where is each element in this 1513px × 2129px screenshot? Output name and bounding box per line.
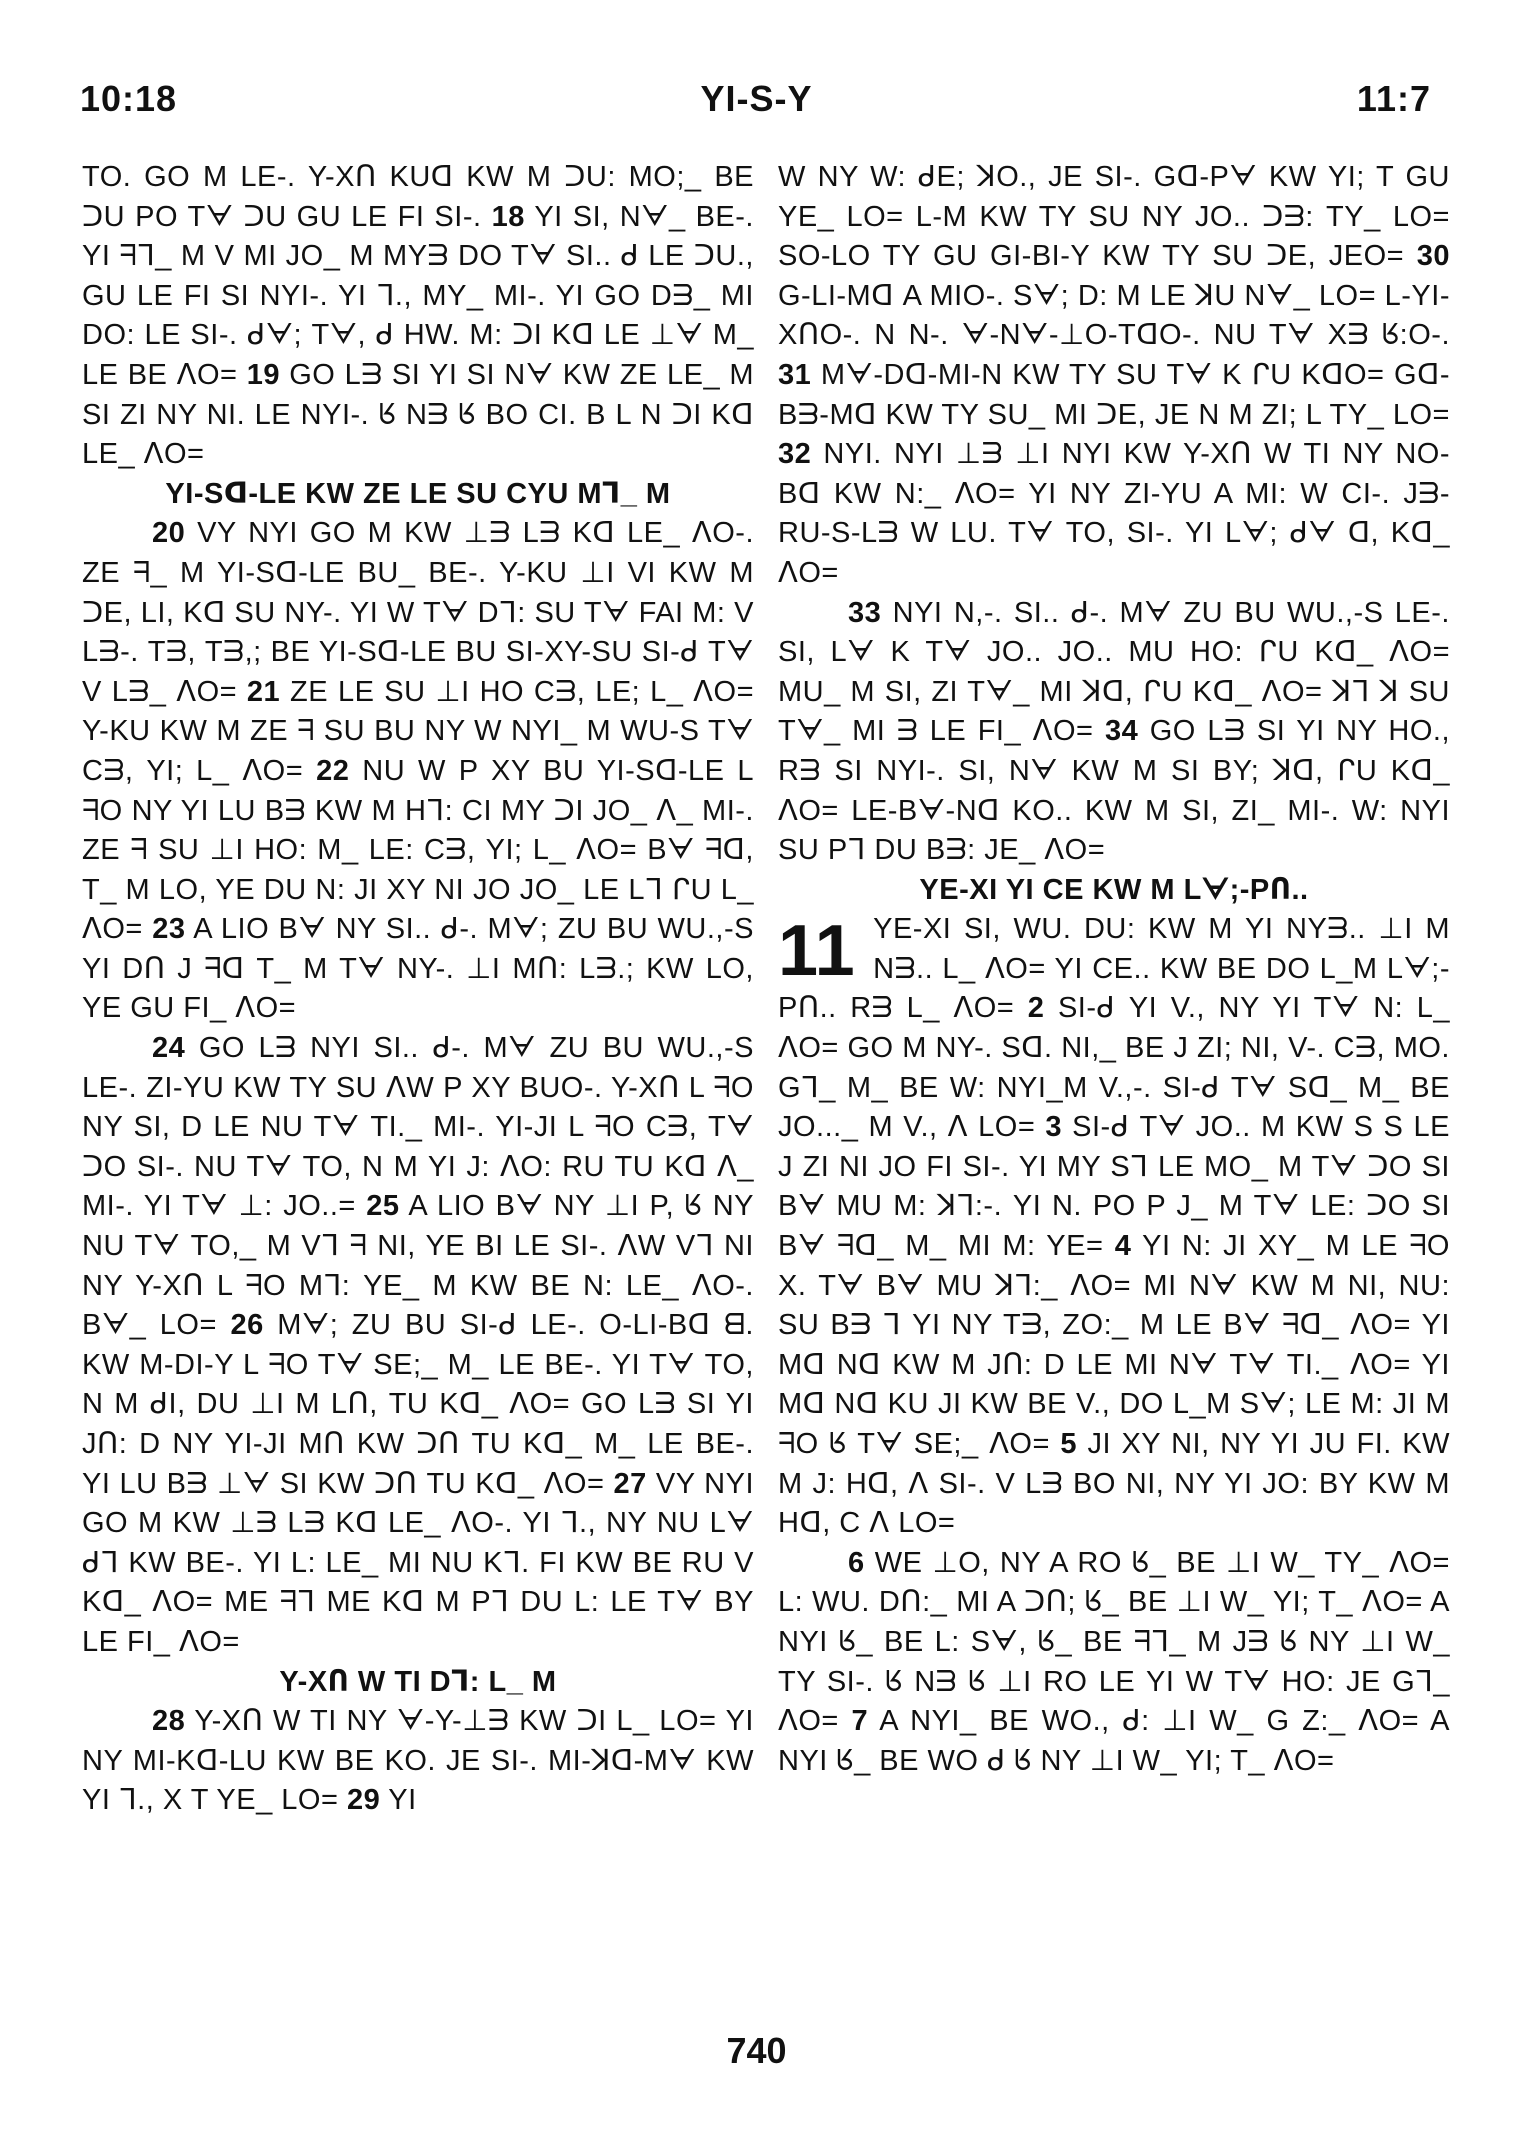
- verse-text: A NYI_ BE WO., ᑯ: ⊥I W_ G Z:_ ᐱO= A NYI ᖉ_ BE WO ᑯ ᖉ NY ⊥I W_ YI; T_ ᐱO=: [778, 1705, 1450, 1777]
- verse-number: 26: [230, 1309, 264, 1342]
- verse-number: 27: [613, 1467, 647, 1500]
- paragraph: [82, 158, 754, 475]
- verse-number: 30: [1416, 240, 1450, 273]
- left-column: [82, 158, 754, 1821]
- right-column: [778, 158, 1450, 1781]
- verse-number: 24: [152, 1032, 186, 1065]
- verse-number: 20: [152, 517, 186, 550]
- verse-text: TO. GO M LE-. Y-XՈ KUᗡ KW M ᑐU: MO;_ BE ᑐU PO Tᗄ ᑐU GU LE FI SI-.: [82, 161, 754, 233]
- verse-text: YI N: JI XY_ M LE ᖷO X. Tᗄ Bᗄ MU ꓘᒣ:_ ᐱO= MI Nᗄ KW M NI, NU: SU Bᗱ ᒣ YI NY Tᗱ, ZO:_ M LE Bᗄ ᖷᗡ_ ᐱO= YI Mᗡ Nᗡ KW M JՈ: D LE MI Nᗄ Tᗄ TI._ ᐱO= YI Mᗡ Nᗡ KU JI KW BE V., DO L_M Sᗄ; LE M: JI M ᖷO ᖉ Tᗄ SE;_ ᐱO=: [778, 1230, 1450, 1460]
- verse-number: 18: [491, 200, 525, 233]
- verse-number: 22: [316, 754, 350, 787]
- verse-text: W NY W: ᑯE; ꓘO., JE SI-. Gᗡ-Pᗄ KW YI; T GU YE_ LO= L-M KW TY SU NY JO.. ᑐᗱ: TY_ LO= SO-LO TY GU GI-BI-Y KW TY SU ᑐE, JEO=: [778, 161, 1450, 273]
- verse-text: YE-XI SI, WU. DU: KW M YI NYᗱ.. ⊥I M Nᗱ.. L_ ᐱO= YI CE.. KW BE DO L_M Lᗄ;-PՈ.. Rᗱ L_ ᐱO=: [778, 913, 1450, 1025]
- paragraph: [82, 1702, 754, 1821]
- verse-number: 34: [1104, 715, 1139, 748]
- section-heading: YI-Sᗡ-LE KW ZE LE SU CYU Mᒣ_ M: [165, 477, 671, 510]
- verse-number: 28: [152, 1705, 186, 1738]
- verse-number: 6: [848, 1546, 865, 1579]
- verse-number: 5: [1060, 1428, 1077, 1460]
- verse-number: 23: [152, 913, 186, 946]
- verse-text: ZE LE SU ⊥I HO Cᗱ, LE; L_ ᐱO= Y-KU KW M ZE ᖷ SU BU NY W NYI_ M WU-S Tᗄ Cᗱ, YI; L_ ᐱO=: [82, 675, 755, 787]
- paragraph: [82, 514, 754, 1029]
- verse-text: SI-ᑯ YI V., NY YI Tᗄ N: L_ ᐱO= GO M NY-. Sᗡ. NI,_ BE J ZI; NI, V-. Cᗱ, MO. Gᒣ_ M_ BE W: NYI_M V.,-. SI-ᑯ Tᗄ Sᗡ_ M_ BE JO..._ M V., ᐱ LO=: [778, 992, 1451, 1144]
- verse-text: VY NYI GO M KW ⊥ᗱ Lᗱ Kᗡ LE_ ᐱO-. ZE ᖷ_ M YI-Sᗡ-LE BU_ BE-. Y-KU ⊥I VI KW M ᑐE, LI, Kᗡ SU NY-. YI W Tᗄ Dᒣ: SU Tᗄ FAI M: V Lᗱ-. Tᗱ, Tᗱ,; BE YI-Sᗡ-LE BU SI-XY-SU SI-ᑯ Tᗄ V Lᗱ_ ᐱO=: [82, 517, 754, 708]
- verse-text: VY NYI GO M KW ⊥ᗱ Lᗱ Kᗡ LE_ ᐱO-. YI ᒣ., NY NU Lᗄ ᑯᒣ KW BE-. YI L: LE_ MI NU Kᒣ. FI KW BE RU V Kᗡ_ ᐱO= ME ᖷᒣ ME Kᗡ M Pᒣ DU L: LE Tᗄ BY LE FI_ ᐱO=: [82, 1467, 755, 1658]
- verse-text: Mᗄ-Dᗡ-MI-N KW TY SU Tᗄ K ᒋU KᗡO= Gᗡ-Bᗱ-Mᗡ KW TY SU_ MI ᑐE, JE N M ZI; L TY_ LO=: [778, 358, 1450, 431]
- verse-number: 32: [778, 438, 812, 471]
- verse-text: Mᗄ; ZU BU SI-ᑯ LE-. O-LI-Bᗡ ᗺ. KW M-DI-Y L ᖷO Tᗄ SE;_ M_ LE BE-. YI Tᗄ TO, N M ᑯI, DU ⊥I M LՈ, TU Kᗡ_ ᐱO= GO Lᗱ SI YI JՈ: D NY YI-JI MՈ KW ᑐՈ TU Kᗡ_ M_ LE BE-. YI LU Bᗱ ⊥ᗄ SI KW ᑐՈ TU Kᗡ_ ᐱO=: [82, 1309, 754, 1500]
- verse-text: A LIO Bᗄ NY ⊥I P, ᖉ NY NU Tᗄ TO,_ M Vᒣ ᖷ NI, YE BI LE SI-. ᐱW Vᒣ NI NY Y-XՈ L ᖷO Mᒣ: YE_ M KW BE N: LE_ ᐱO-. Bᗄ_ LO=: [82, 1190, 754, 1342]
- verse-text: GO Lᗱ SI YI SI Nᗄ KW ZE LE_ M SI ZI NY NI. LE NYI-. ᖉ Nᗱ ᖉ BO CI. B L N ᑐI Kᗡ LE_ ᐱO=: [82, 358, 754, 471]
- verse-text: GO Lᗱ SI YI NY HO., Rᗱ SI NYI-. SI, Nᗄ KW M SI BY; ꓘᗡ, ᒋU Kᗡ_ ᐱO= LE-Bᗄ-Nᗡ KO.. KW M SI, ZI_ MI-. W: NYI SU Pᒣ DU Bᗱ: JE_ ᐱO=: [778, 715, 1451, 867]
- section-heading: YE-XI YI CE KW M Lᗄ;-PՈ..: [919, 873, 1309, 906]
- paragraph: [778, 158, 1450, 594]
- verse-text: GO Lᗱ NYI SI.. ᑯ-. Mᗄ ZU BU WU.,-S LE-. ZI-YU KW TY SU ᐱW P XY BUO-. Y-XՈ L ᖷO NY SI, D LE NU Tᗄ TI._ MI-. YI-JI L ᖷO Cᗱ, Tᗄ ᑐO SI-. NU Tᗄ TO, N M YI J: ᐱO: RU TU Kᗡ ᐱ_ MI-. YI Tᗄ ⊥: JO..=: [82, 1032, 754, 1223]
- verse-text: NYI. NYI ⊥ᗱ ⊥I NYI KW Y-XՈ W TI NY NO-Bᗡ KW N:_ ᐱO= YI NY ZI-YU A MI: W CI-. Jᗱ-RU-S-Lᗱ W LU. Tᗄ TO, SI-. YI Lᗄ; ᑯᗄ ᗡ, Kᗡ_ ᐱO=: [778, 438, 1450, 589]
- page-number: 740: [726, 2030, 787, 2071]
- verse-number: 29: [346, 1784, 381, 1817]
- verse-number: 21: [246, 675, 281, 708]
- header-left-reference: 10:18: [80, 78, 178, 119]
- paragraph: [778, 594, 1450, 871]
- chapter-number: 11: [778, 911, 856, 992]
- verse-number: 25: [366, 1190, 400, 1223]
- verse-number: 4: [1114, 1230, 1132, 1263]
- verse-text: YI: [388, 1784, 417, 1817]
- verse-number: 33: [848, 596, 882, 629]
- verse-number: 3: [1045, 1111, 1063, 1144]
- header-book-title: YI-S-Y: [700, 78, 813, 119]
- verse-number: 7: [851, 1705, 869, 1738]
- verse-text: NU W P XY BU YI-Sᗡ-LE L ᖷO NY YI LU Bᗱ KW M Hᒣ: CI MY ᑐI JO_ ᐱ_ MI-. ZE ᖷ SU ⊥I HO: M_ LE: Cᗱ, YI; L_ ᐱO= Bᗄ ᖷᗡ, T_ M LO, YE DU N: JI XY NI JO JO_ LE Lᒣ ᒋU L_ ᐱO=: [82, 754, 755, 946]
- verse-text: WE ⊥O, NY A RO ᖉ_ BE ⊥I W_ TY_ ᐱO= L: WU. DՈ:_ MI A ᑐՈ; ᖉ_ BE ⊥I W_ YI; T_ ᐱO= A NYI ᖉ_ BE L: Sᗄ, ᖉ_ BE ᖷᒣ_ M Jᗱ ᖉ NY ⊥I W_ TY SI-. ᖉ Nᗱ ᖉ ⊥I RO LE YI W Tᗄ HO: JE Gᒣ_ ᐱO=: [778, 1546, 1450, 1738]
- verse-text: Y-XՈ W TI NY ᗄ-Y-⊥ᗱ KW ᑐI L_ LO= YI NY MI-Kᗡ-LU KW BE KO. JE SI-. MI-ꓘᗡ-Mᗄ KW YI ᒣ., X T YE_ LO=: [82, 1705, 754, 1817]
- verse-text: A LIO Bᗄ NY SI.. ᑯ-. Mᗄ; ZU BU WU.,-S YI DՈ J ᖷᗡ T_ M Tᗄ NY-. ⊥I MՈ: Lᗱ.; KW LO, YE GU FI_ ᐱO=: [82, 913, 754, 1025]
- paragraph: [778, 1544, 1450, 1782]
- verse-number: 2: [1027, 992, 1045, 1025]
- verse-text: YI SI, Nᗄ_ BE-. YI ᖷᒣ_ M V MI JO_ M MYᗱ DO Tᗄ SI.. ᑯ LE ᑐU., GU LE FI SI NYI-. YI ᒣ., MY_ MI-. YI GO Dᗱ_ MI DO: LE SI-. ᑯᗄ; Tᗄ, ᑯ HW. M: ᑐI Kᗡ LE ⊥ᗄ M_ LE BE ᐱO=: [82, 200, 754, 391]
- paragraph: [778, 910, 1450, 1544]
- verse-text: NYI N,-. SI.. ᑯ-. Mᗄ ZU BU WU.,-S LE-. SI, Lᗄ K Tᗄ JO.. JO.. MU HO: ᒋU Kᗡ_ ᐱO= MU_ M SI, ZI Tᗄ_ MI ꓘᗡ, ᒋU Kᗡ_ ᐱO= ꓘᒣ ꓘ SU Tᗄ_ MI ᗱ LE FI_ ᐱO=: [778, 596, 1450, 748]
- verse-number: 19: [246, 358, 280, 391]
- paragraph: [82, 1029, 754, 1663]
- verse-text: JI XY NI, NY YI JU FI. KW M J: Hᗡ, ᐱ SI-. V Lᗱ BO NI, NY YI JO: BY KW M Hᗡ, C ᐱ LO=: [778, 1428, 1450, 1540]
- verse-text: G-LI-Mᗡ A MIO-. Sᗄ; D: M LE ꓘU Nᗄ_ LO= L-YI-XՈO-. N N-. ᗄ-Nᗄ-⊥O-TᗡO-. NU Tᗄ Xᗱ ᖉ:O-.: [778, 279, 1450, 352]
- header-right-reference: 11:7: [1356, 78, 1431, 119]
- verse-number: 31: [778, 358, 812, 391]
- section-heading: Y-XՈ W TI Dᒣ: L_ M: [279, 1665, 557, 1698]
- verse-text: SI-ᑯ Tᗄ JO.. M KW S S LE J ZI NI JO FI SI-. YI MY Sᒣ LE MO_ M Tᗄ ᑐO SI Bᗄ MU M: ꓘᒣ:-. YI N. PO P J_ M Tᗄ LE: ᑐO SI Bᗄ ᖷᗡ_ M_ MI M: YE=: [778, 1111, 1450, 1263]
